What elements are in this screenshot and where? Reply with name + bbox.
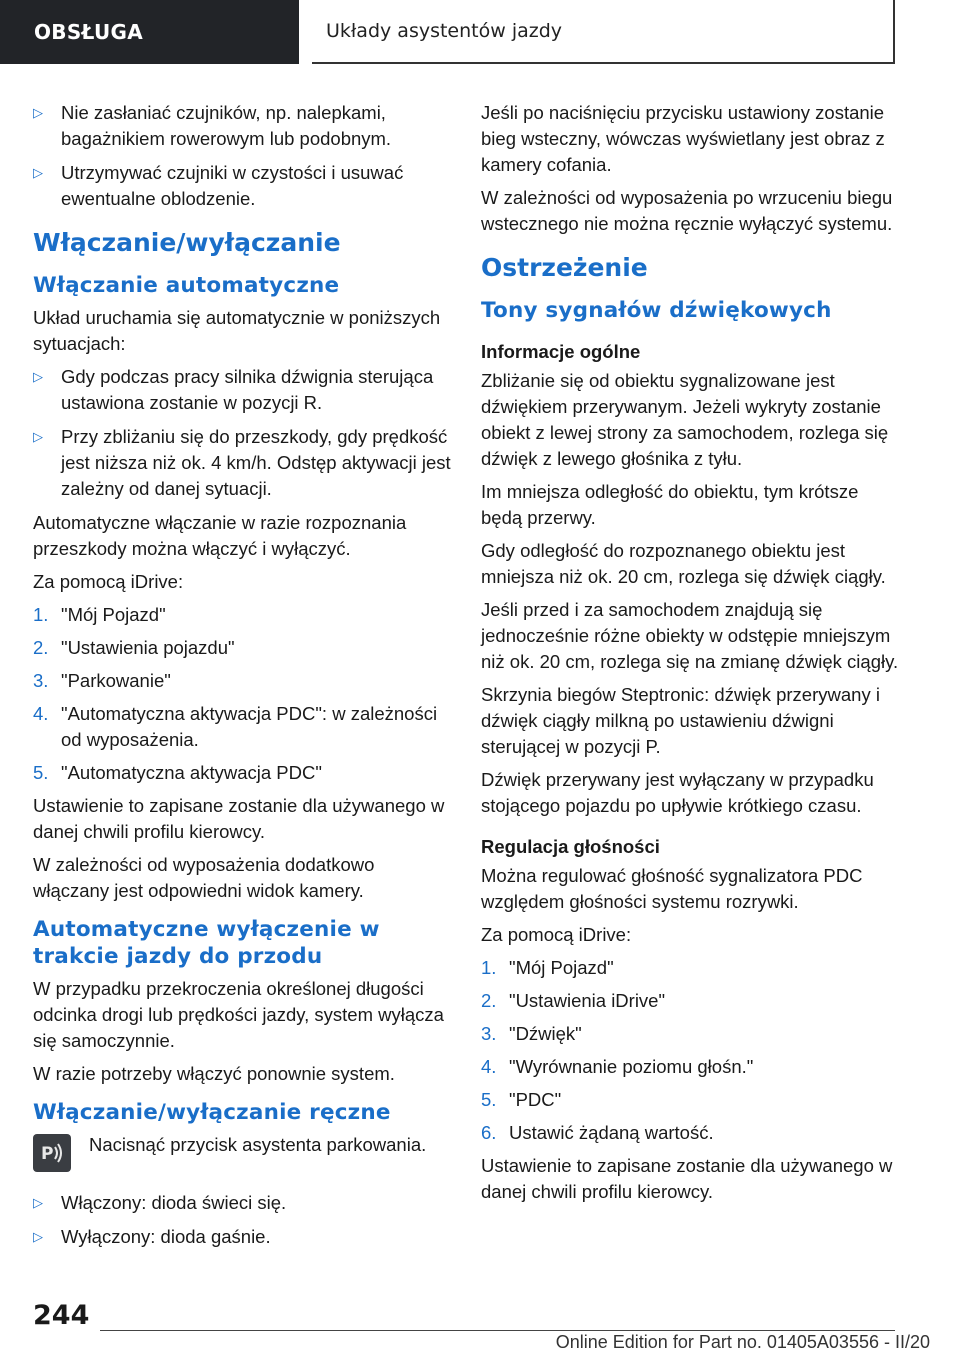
paragraph: W zależności od wyposażenia dodatkowo włączany jest odpowiedni widok kamery.: [33, 854, 375, 901]
parking-assist-icon: [33, 1134, 71, 1172]
paragraph: Im mniejsza odległość do obiektu, tym krótsze będą przerwy.: [481, 481, 859, 528]
paragraph: Jeśli po naciśnięciu przycisku ustawiony zostanie bieg wsteczny, wówczas wyświetlany jest obraz z kamery cofania.: [481, 102, 885, 175]
list-item: ▷ Przy zbliżaniu się do przeszkody, gdy prędkość jest niższa niż ok. 4 km/h. Odstęp aktywacji jest zależny od danej sytuacji.: [33, 426, 451, 499]
svg-text:P: P: [41, 1144, 54, 1164]
list-item: ▷ Wyłączony: dioda gaśnie.: [33, 1226, 271, 1247]
paragraph: Zbliżanie się od obiektu sygnalizowane jest dźwiękiem przerywanym. Jeżeli wykryty zostanie obiekt z lewej strony za samochodem, rozlega się dźwięk z lewego głośnika z tyłu.: [481, 370, 889, 469]
step-item: 1. "Mój Pojazd": [481, 957, 614, 978]
list-item: ▷ Włączony: dioda świeci się.: [33, 1192, 287, 1213]
paragraph: Ustawienie to zapisane zostanie dla używanego w danej chwili profilu kierowcy.: [481, 1155, 893, 1202]
step-item: 6. Ustawić żądaną wartość.: [481, 1122, 714, 1143]
step-item: 5. "Automatyczna aktywacja PDC": [33, 762, 322, 783]
heading-general: Informacje ogólne: [481, 341, 641, 362]
button-instruction: [33, 1132, 451, 1176]
paragraph: Skrzynia biegów Steptronic: dźwięk przerywany i dźwięk ciągły milkną po ustawieniu dźwigni sterującej w pozycji P.: [481, 684, 880, 757]
right-column: [481, 100, 899, 1212]
footer-divider: [100, 1330, 895, 1331]
triangle-bullet-icon: ▷: [33, 1229, 43, 1244]
heading-on-off: Włączanie/wyłączanie: [33, 228, 341, 257]
paragraph: Za pomocą iDrive:: [33, 571, 184, 592]
list-item: ▷ Utrzymywać czujniki w czystości i usuwać ewentualne oblodzenie.: [33, 162, 404, 209]
heading-volume: Regulacja głośności: [481, 836, 660, 857]
paragraph: Układ uruchamia się automatycznie w poniższych sytuacjach:: [33, 307, 441, 354]
list-item: ▷ Nie zasłaniać czujników, np. nalepkami, bagażnikiem rowerowym lub podobnym.: [33, 102, 392, 149]
paragraph: Automatyczne włączanie w razie rozpoznania przeszkody można włączyć i wyłączyć.: [33, 512, 407, 559]
paragraph: Gdy odległość do rozpoznanego obiektu jest mniejsza niż ok. 20 cm, rozlega się dźwięk ciągły.: [481, 540, 886, 587]
page-number: 244: [33, 1300, 90, 1331]
paragraph: Ustawienie to zapisane zostanie dla używanego w danej chwili profilu kierowcy.: [33, 795, 445, 842]
triangle-bullet-icon: ▷: [33, 165, 43, 180]
triangle-bullet-icon: ▷: [33, 429, 43, 444]
paragraph: W zależności od wyposażenia po wrzuceniu biegu wstecznego nie można ręcznie wyłączyć systemu.: [481, 187, 893, 234]
paragraph: W przypadku przekroczenia określonej długości odcinka drogi lub prędkości jazdy, system wyłącza się samoczynnie.: [33, 978, 444, 1051]
step-item: 5. "PDC": [481, 1089, 562, 1110]
left-column: [33, 100, 451, 1258]
step-item: 1. "Mój Pojazd": [33, 604, 166, 625]
paragraph: Dźwięk przerywany jest wyłączany w przypadku stojącego pojazdu po upływie krótkiego czasu.: [481, 769, 874, 816]
list-item: ▷ Gdy podczas pracy silnika dźwignia sterująca ustawiona zostanie w pozycji R.: [33, 366, 434, 413]
paragraph: W razie potrzeby włączyć ponownie system.: [33, 1063, 395, 1084]
step-item: 4. "Wyrównanie poziomu głośn.": [481, 1056, 754, 1077]
step-item: 3. "Dźwięk": [481, 1023, 582, 1044]
triangle-bullet-icon: ▷: [33, 1195, 43, 1210]
chapter-title: Układy asystentów jazdy: [312, 0, 895, 64]
heading-auto-on: Włączanie automatyczne: [33, 273, 340, 298]
section-tab: OBSŁUGA: [0, 0, 299, 64]
step-item: 3. "Parkowanie": [33, 670, 171, 691]
triangle-bullet-icon: ▷: [33, 369, 43, 384]
paragraph: Można regulować głośność sygnalizatora PDC względem głośności systemu rozrywki.: [481, 865, 863, 912]
paragraph: Za pomocą iDrive:: [481, 924, 632, 945]
step-item: 2. "Ustawienia pojazdu": [33, 637, 235, 658]
heading-warning: Ostrzeżenie: [481, 253, 648, 282]
triangle-bullet-icon: ▷: [33, 105, 43, 120]
step-item: 2. "Ustawienia iDrive": [481, 990, 666, 1011]
footer-edition: Online Edition for Part no. 01405A03556 - II/20: [555, 1332, 930, 1352]
heading-auto-off: Automatyczne wyłączenie w trakcie jazdy do przodu: [33, 917, 380, 969]
heading-tones: Tony sygnałów dźwiękowych: [481, 298, 832, 323]
heading-manual: Włączanie/wyłączanie ręczne: [33, 1100, 391, 1125]
paragraph: Nacisnąć przycisk asystenta parkowania.: [89, 1134, 427, 1155]
step-item: 4. "Automatyczna aktywacja PDC": w zależności od wyposażenia.: [33, 703, 438, 750]
paragraph: Jeśli przed i za samochodem znajdują się jednocześnie różne obiekty w odstępie mniejszym niż ok. 20 cm, rozlega się na zmianę dźwięk ciągły.: [481, 599, 899, 672]
